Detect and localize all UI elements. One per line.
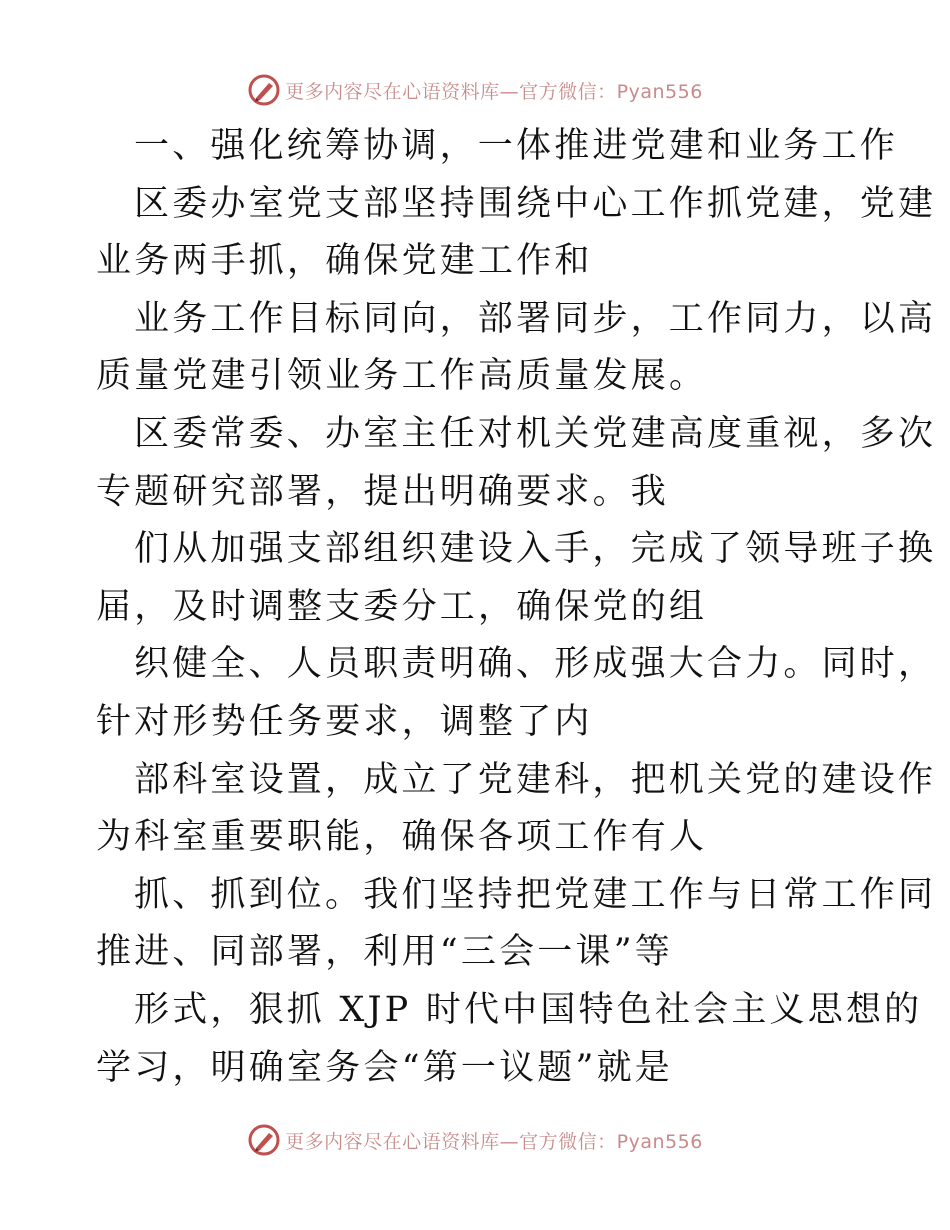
footer-watermark	[0, 1120, 950, 1160]
text-line: 学习，明确室务会“第一议题”就是	[96, 1047, 673, 1088]
document-body	[96, 118, 937, 1097]
text-line: 一、强化统筹协调，一体推进党建和业务工作	[134, 126, 899, 166]
text-line: 区委常委、办室主任对机关党建高度重视，多次	[134, 413, 937, 454]
text-line: 织健全、人员职责明确、形成强大合力。同时，	[134, 644, 937, 685]
text-line: 届，及时调整支委分工，确保党的组	[96, 586, 708, 627]
text-line: 为科室重要职能，确保各项工作有人	[96, 817, 708, 858]
text-line: 部科室设置，成立了党建科，把机关党的建设作	[134, 759, 937, 800]
text-line: 业务两手抓，确保党建工作和	[96, 241, 593, 282]
text-line: 们从加强支部组织建设入手，完成了领导班子换	[134, 529, 937, 570]
pen-circle-logo-icon	[247, 73, 281, 107]
text-line: 区委办室党支部坚持围绕中心工作抓党建，党建	[134, 183, 937, 224]
text-line: 质量党建引领业务工作高质量发展。	[96, 356, 708, 397]
watermark-text: 更多内容尽在心语资料库—官方微信：Pyan556	[285, 1130, 703, 1153]
text-line: 专题研究部署，提出明确要求。我	[96, 471, 670, 512]
text-line: 针对形势任务要求，调整了内	[96, 701, 593, 742]
text-line: 抓、抓到位。我们坚持把党建工作与日常工作同	[134, 874, 937, 915]
pen-circle-logo-icon	[247, 1123, 281, 1157]
text-line: 业务工作目标同向，部署同步，工作同力，以高	[134, 298, 937, 339]
text-line: 推进、同部署，利用“三会一课”等	[96, 932, 673, 973]
header-watermark	[0, 70, 950, 110]
text-line: 形式，狠抓 XJP 时代中国特色社会主义思想的	[134, 989, 923, 1030]
watermark-text: 更多内容尽在心语资料库—官方微信：Pyan556	[285, 80, 703, 103]
